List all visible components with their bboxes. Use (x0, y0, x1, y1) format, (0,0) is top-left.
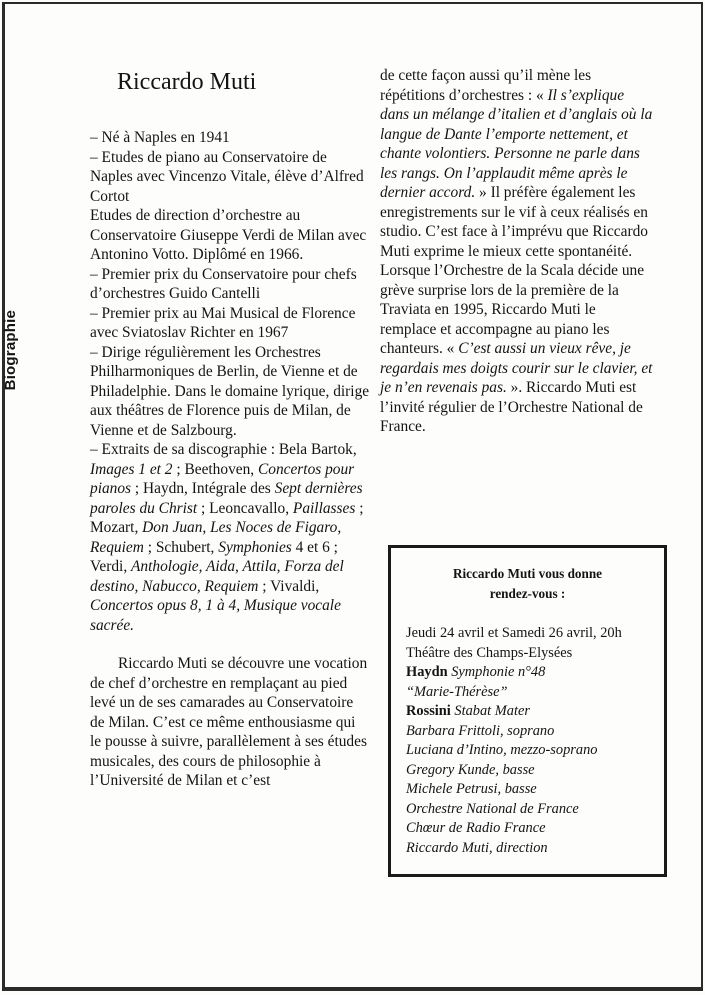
concert-detail-line: Barbara Frittoli, soprano (406, 722, 555, 739)
right-column-text: de cette façon aussi qu’il mène les répétitions d’orchestres : « Il s’explique dans un mélange d’italien et d’anglais où la langue de Dante l’emporte nettement, et chante volontiers. Personne ne parle dans les rangs. On l’applaudit même après le dernier accord. » Il préfère également les enregistrements sur le vif à ceux réalisés en studio. C’est face à l’imprévu que Riccardo Muti exprime le mieux cette spontanéité. Lorsque l’Orchestre de la Scala décide une grève surprise lors de la première de la Traviata en 1995, Riccardo Muti le remplace et accompagne au piano les chanteurs. « C’est aussi un vieux rêve, je regardais mes doigts courir sur le clavier, et je n’en revenais pas. ». Riccardo Muti est l’invité régulier de l’Orchestre National de France. (380, 67, 653, 435)
concert-detail-line: Haydn Symphonie n°48 (406, 664, 546, 680)
concert-detail-line: “Marie-Thérèse” (406, 683, 508, 700)
concert-detail-line: Gregory Kunde, basse (406, 761, 535, 778)
biography-item: – Premier prix au Mai Musical de Florence avec Sviatoslav Richter en 1967 (90, 304, 356, 341)
concert-box-title (391, 564, 664, 604)
section-label: Biographie (2, 310, 19, 391)
page-title: Riccardo Muti (117, 69, 257, 95)
concert-detail-line: Théâtre des Champs-Elysées (406, 644, 573, 661)
concert-box-title-line1: Riccardo Muti vous donne (452, 566, 603, 581)
biography-item: – Premier prix du Conservatoire pour chefs d’orchestres Guido Cantelli (90, 265, 357, 302)
concert-details (406, 624, 656, 858)
concert-detail-line: Rossini Stabat Mater (406, 703, 530, 719)
concert-detail-line: Michele Petrusi, basse (406, 781, 537, 797)
biography-item: – Dirige régulièrement les Orchestres Philharmoniques de Berlin, de Vienne et de Philadelphie. Dans le domaine lyrique, dirige aux théâtres de Florence puis de Milan, de Vienne et de Salzbourg. (90, 343, 370, 439)
concert-box-title-line2: rendez-vous : (489, 586, 566, 601)
biography-item: – Etudes de piano au Conservatoire de Naples avec Vincenzo Vitale, élève d’Alfred Cortot (90, 148, 364, 205)
concert-detail-line: Luciana d’Intino, mezzo-soprano (406, 742, 598, 758)
intro-paragraph: Riccardo Muti se découvre une vocation de chef d’orchestre en remplaçant au pied levé un de ses camarades au Conservatoire de Milan. C’est ce même enthousiasme qui le pousse à suivre, parallèlement à ses études musicales, des cours de philosophie à l’Université de Milan et c’est (90, 655, 368, 789)
right-column (380, 66, 655, 437)
biography-item: – Né à Naples en 1941 (90, 129, 230, 146)
biography-item: Etudes de direction d’orchestre au Conservatoire Giuseppe Verdi de Milan avec Antonino Votto. Diplômé en 1966. (90, 207, 367, 263)
concert-detail-line: Riccardo Muti, direction (406, 839, 548, 856)
left-column (90, 66, 370, 806)
biography-item: – Extraits de sa discographie : Bela Bartok, Images 1 et 2 ; Beethoven, Concertos pour pianos ; Haydn, Intégrale des Sept dernières paroles du Christ ; Leoncavallo, Paillasses ; Mozart, Don Juan, Les Noces de Figaro, Requiem ; Schubert, Symphonies 4 et 6 ; Verdi, Anthologie, Aida, Attila, Forza del destino, Nabucco, Requiem ; Vivaldi, Concertos opus 8, 1 à 4, Musique vocale sacrée. (90, 441, 364, 634)
concert-detail-line: Chœur de Radio France (406, 820, 546, 836)
biography-list (90, 128, 370, 635)
concert-box (388, 545, 667, 877)
concert-detail-line: Orchestre National de France (406, 800, 579, 817)
concert-detail-line: Jeudi 24 avril et Samedi 26 avril, 20h (406, 625, 622, 641)
